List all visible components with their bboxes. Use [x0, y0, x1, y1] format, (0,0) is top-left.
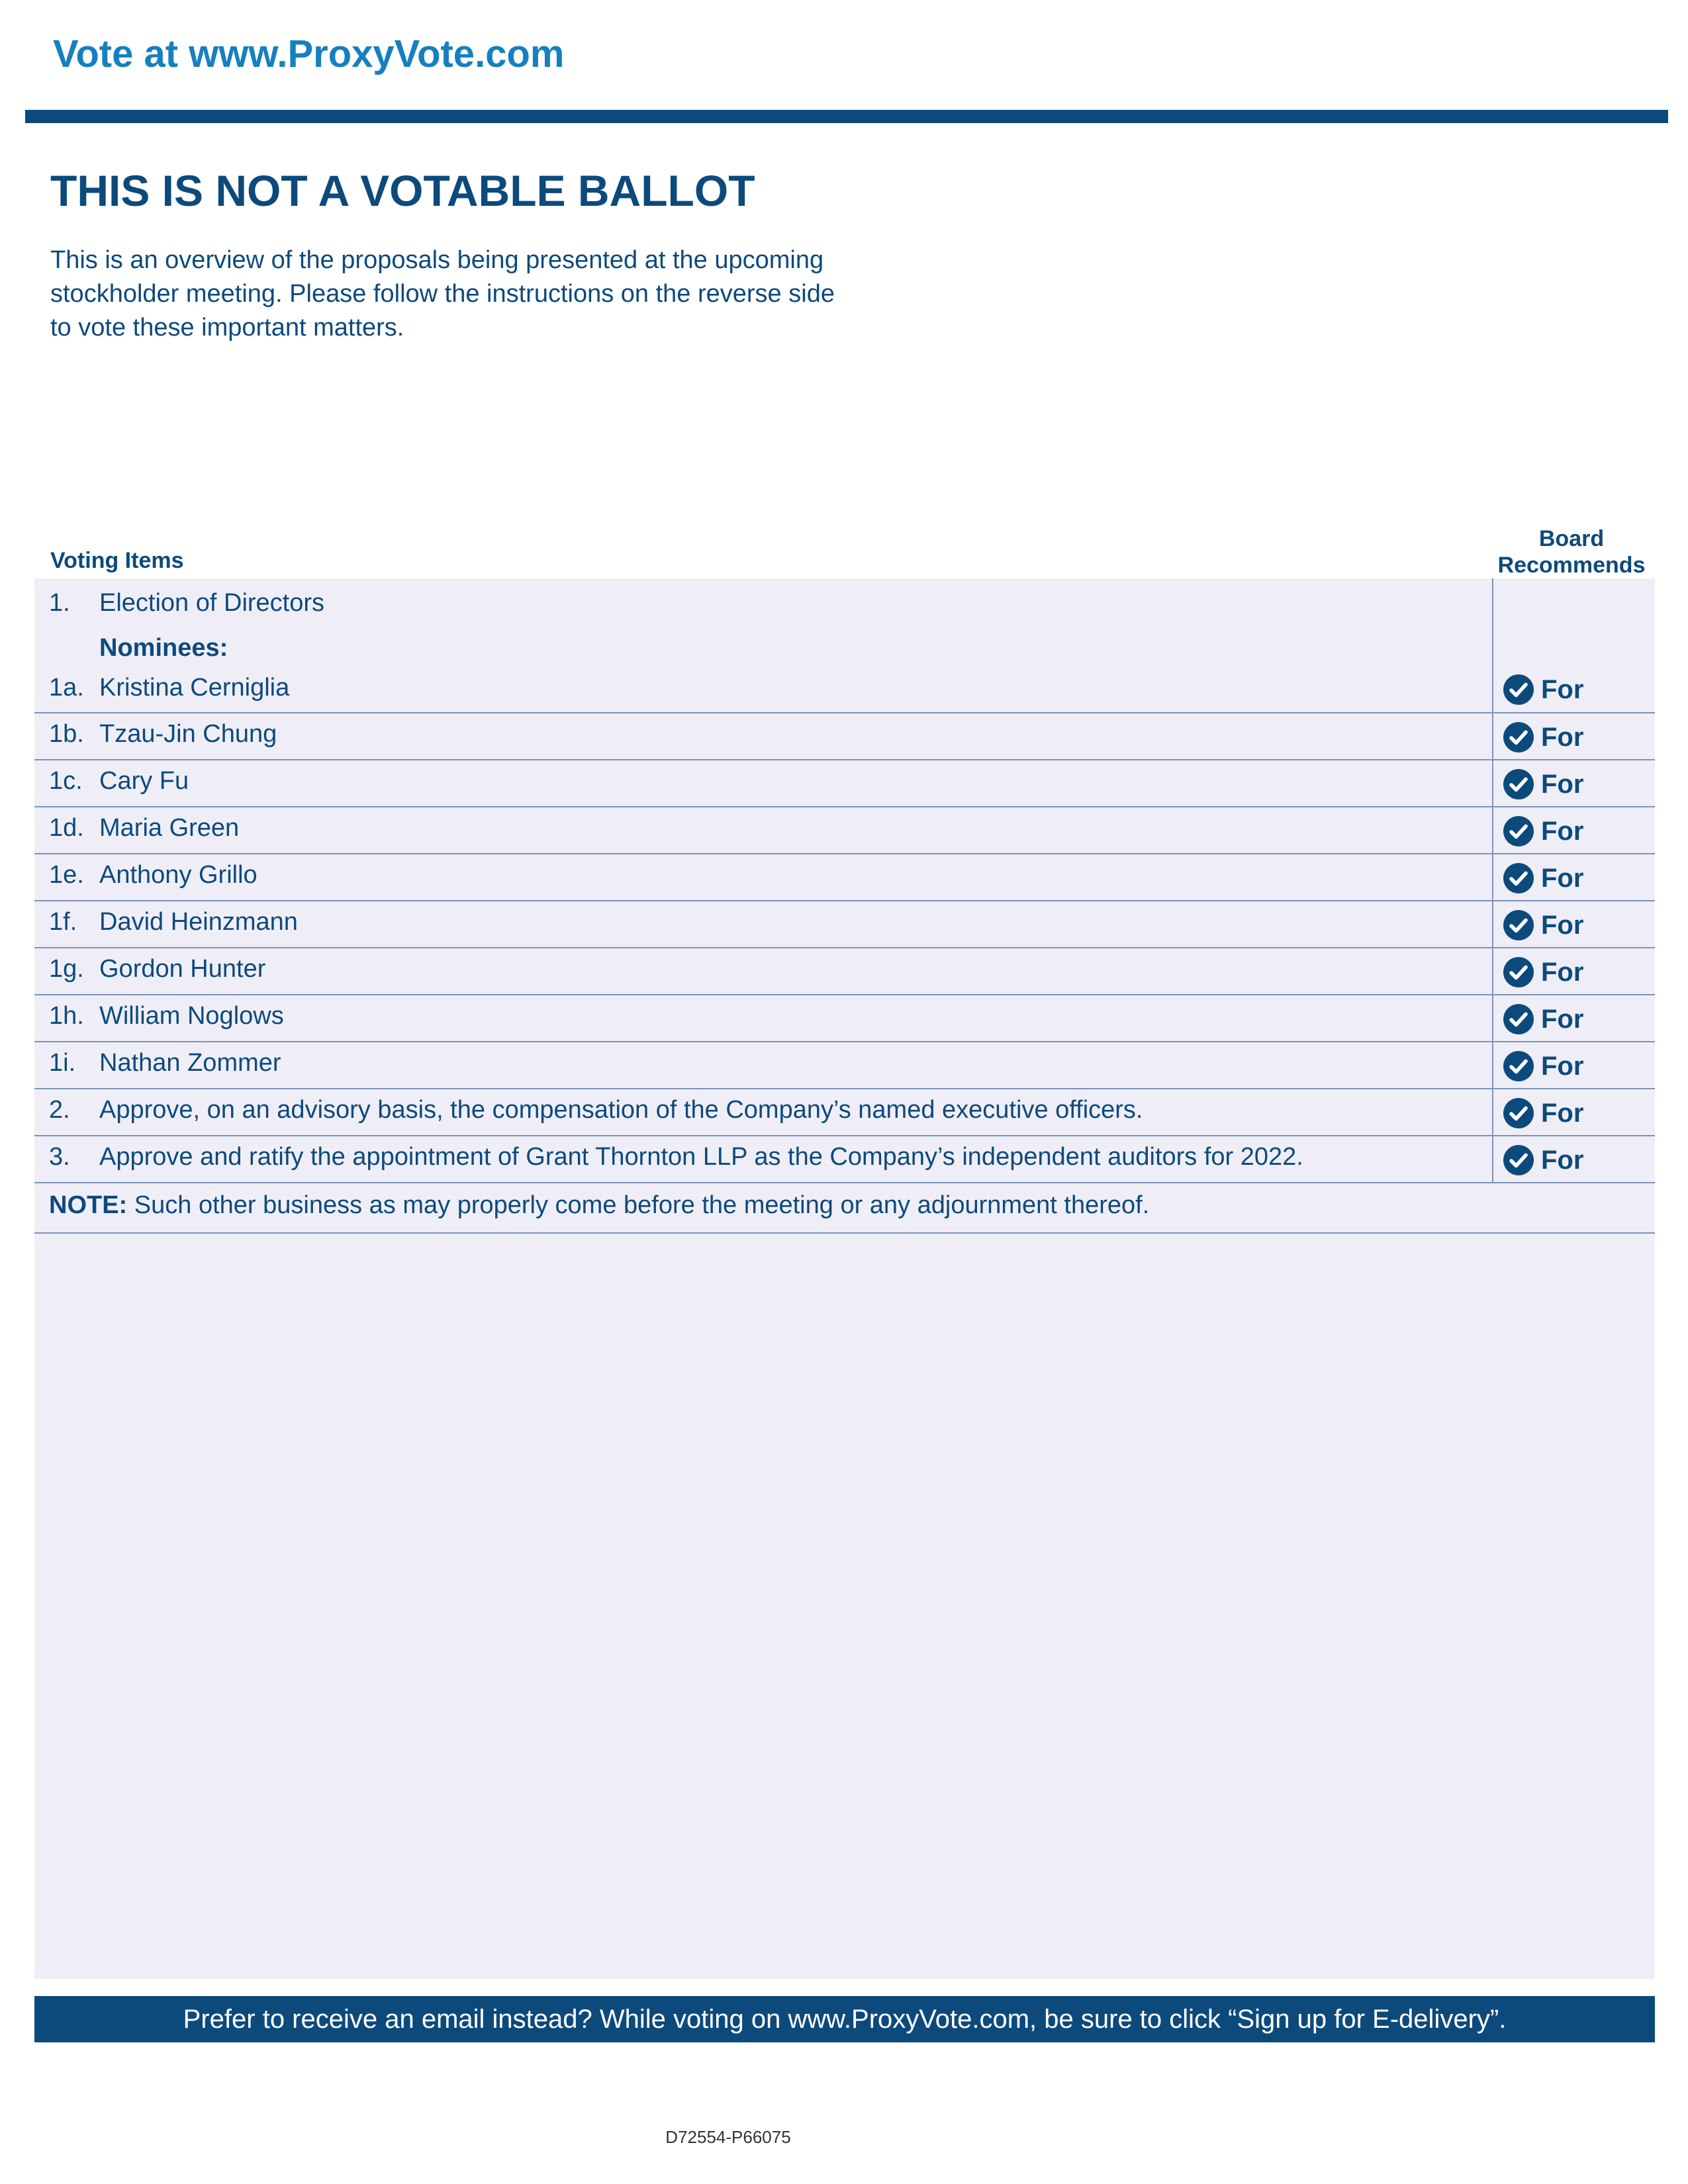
- recommendation-label: For: [1541, 816, 1584, 846]
- item-number: 1a.: [49, 674, 84, 702]
- board-recommendation: [1503, 909, 1583, 941]
- item-number: 1e.: [49, 861, 84, 889]
- board-recommendation: [1503, 1003, 1583, 1035]
- ballot-heading: THIS IS NOT A VOTABLE BALLOT: [50, 166, 755, 215]
- board-recommendation: [1503, 956, 1583, 988]
- board-recommendation: [1503, 1097, 1583, 1129]
- item-text: Approve, on an advisory basis, the compensation of the Company’s named executive officers.: [99, 1096, 1143, 1124]
- check-circle-icon: [1503, 721, 1534, 753]
- column-separator: [1492, 854, 1493, 900]
- board-recommendation: [1503, 768, 1583, 800]
- check-circle-icon: [1503, 909, 1534, 941]
- item-number: 2.: [49, 1096, 70, 1124]
- column-header-board-recommends: [1485, 525, 1658, 578]
- item-text: Gordon Hunter: [99, 955, 266, 983]
- table-row: [34, 1136, 1655, 1183]
- item-text: Kristina Cerniglia: [99, 674, 290, 702]
- column-separator: [1492, 1089, 1493, 1135]
- board-recommendation: [1503, 1144, 1583, 1176]
- item-text: William Noglows: [99, 1002, 284, 1030]
- table-row: [34, 807, 1655, 854]
- board-recommendation: [1503, 721, 1583, 753]
- voting-items-table: [34, 578, 1655, 1234]
- column-separator: [1492, 760, 1493, 806]
- check-circle-icon: [1503, 674, 1534, 705]
- column-header-voting-items: Voting Items: [50, 548, 184, 573]
- table-row-election: [34, 578, 1655, 713]
- header-title: Vote at www.ProxyVote.com: [53, 32, 565, 75]
- item-text: Anthony Grillo: [99, 861, 258, 889]
- item-number: 1g.: [49, 955, 84, 983]
- column-separator: [1492, 901, 1493, 947]
- header-rule: [25, 110, 1668, 123]
- column-separator: [1492, 807, 1493, 853]
- column-separator: [1492, 948, 1493, 994]
- item-text: Nathan Zommer: [99, 1049, 281, 1077]
- item-number: 1b.: [49, 720, 84, 748]
- item-number: 1c.: [49, 767, 83, 795]
- check-circle-icon: [1503, 1050, 1534, 1082]
- check-circle-icon: [1503, 768, 1534, 800]
- board-recommendation: [1503, 815, 1583, 847]
- column-separator: [1492, 713, 1493, 759]
- footer-banner: Prefer to receive an email instead? While voting on www.ProxyVote.com, be sure to click “Sign up for E-delivery”.: [34, 1996, 1655, 2042]
- item-text: Election of Directors: [99, 589, 325, 617]
- recommendation-label: For: [1541, 722, 1584, 752]
- item-text: Tzau-Jin Chung: [99, 720, 277, 748]
- column-separator: [1492, 1042, 1493, 1088]
- item-number: 1i.: [49, 1049, 76, 1077]
- table-row: [34, 948, 1655, 995]
- item-number: 3.: [49, 1143, 70, 1171]
- board-header-line2: Recommends: [1497, 553, 1646, 578]
- document-code: D72554-P66075: [665, 2127, 791, 2147]
- item-number: 1.: [49, 589, 70, 617]
- recommendation-label: For: [1541, 957, 1584, 987]
- table-row: [34, 901, 1655, 948]
- item-number: 1d.: [49, 814, 84, 842]
- note-text: Such other business as may properly come before the meeting or any adjournment thereof.: [127, 1191, 1150, 1219]
- note-row: [34, 1183, 1655, 1234]
- column-separator: [1492, 578, 1493, 712]
- check-circle-icon: [1503, 956, 1534, 988]
- board-header-line1: Board: [1538, 526, 1605, 551]
- recommendation-label: For: [1541, 863, 1584, 893]
- item-text: Approve and ratify the appointment of Grant Thornton LLP as the Company’s independent auditors for 2022.: [99, 1143, 1303, 1171]
- column-separator: [1492, 995, 1493, 1041]
- board-recommendation: [1503, 862, 1583, 894]
- table-row: [34, 1089, 1655, 1136]
- recommendation-label: For: [1541, 1051, 1584, 1081]
- check-circle-icon: [1503, 1144, 1534, 1176]
- recommendation-label: For: [1541, 1098, 1584, 1128]
- item-text: Cary Fu: [99, 767, 189, 795]
- check-circle-icon: [1503, 1097, 1534, 1129]
- table-row: [34, 713, 1655, 760]
- board-recommendation: [1503, 1050, 1583, 1082]
- column-separator: [1492, 1136, 1493, 1182]
- note-label: NOTE:: [49, 1191, 128, 1219]
- recommendation-label: For: [1541, 1004, 1584, 1034]
- table-row: [34, 995, 1655, 1042]
- item-number: 1f.: [49, 908, 77, 936]
- check-circle-icon: [1503, 1003, 1534, 1035]
- note: [49, 1191, 1149, 1220]
- item-number: 1h.: [49, 1002, 84, 1030]
- nominees-label: Nominees:: [99, 634, 228, 662]
- recommendation-label: For: [1541, 769, 1584, 799]
- recommendation-label: For: [1541, 674, 1584, 704]
- check-circle-icon: [1503, 815, 1534, 847]
- recommendation-label: For: [1541, 1145, 1584, 1175]
- board-recommendation: [1503, 674, 1583, 705]
- table-row: [34, 854, 1655, 901]
- check-circle-icon: [1503, 862, 1534, 894]
- table-row: [34, 760, 1655, 807]
- table-row: [34, 1042, 1655, 1089]
- recommendation-label: For: [1541, 910, 1584, 940]
- item-text: Maria Green: [99, 814, 240, 842]
- item-text: David Heinzmann: [99, 908, 298, 936]
- intro-paragraph: This is an overview of the proposals being presented at the upcoming stockholder meeting. Please follow the instructions on the reverse side to vote these important matters.: [50, 246, 835, 341]
